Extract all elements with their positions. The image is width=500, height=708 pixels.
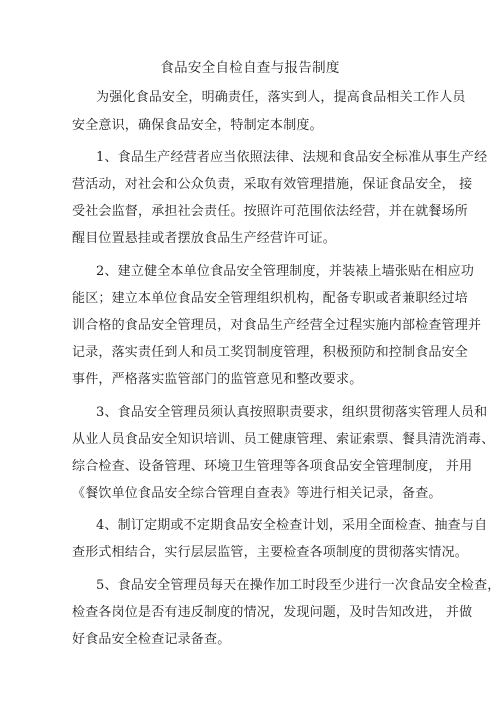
clause-1-line-1: 1、食品生产经营者应当依照法律、法规和食品安全标准从事生产经 xyxy=(96,150,488,165)
clause-2-line-5: 事件，严格落实监管部门的监管意见和整改要求。 xyxy=(72,372,363,387)
clause-3-line-4: 《餐饮单位食品安全综合管理自查表》等进行相关记录，备查。 xyxy=(72,486,442,501)
clause-2-line-4: 记录，落实责任到人和员工奖罚制度管理，积极预防和控制食品安全 xyxy=(72,345,469,360)
intro-line-1: 为强化食品安全，明确责任，落实到人，提高食品相关工作人员 xyxy=(96,90,466,105)
clause-3-line-3: 综合检查、设备管理、环境卫生管理等各项食品安全管理制度， 并用 xyxy=(72,459,473,474)
clause-5-line-1: 5、食品安全管理员每天在操作加工时段至少进行一次食品安全检查， xyxy=(96,578,500,593)
clause-3-line-2: 从业人员食品安全知识培训、员工健康管理、索证索票、餐具清洗消毒、 xyxy=(72,432,495,447)
document-title: 食品安全自检自查与报告制度 xyxy=(160,60,340,76)
clause-1-line-2: 营活动，对社会和公众负责，采取有效管理措施，保证食品安全， 接 xyxy=(72,177,473,192)
clause-2-line-2: 能区；建立本单位食品安全管理组织机构，配备专职或者兼职经过培 xyxy=(72,291,469,306)
clause-4-line-2: 查形式相结合，实行层层监管，主要检查各项制度的贯彻落实情况。 xyxy=(72,545,469,560)
clause-2-line-1: 2、建立健全本单位食品安全管理制度，并装裱上墙张贴在相应功 xyxy=(96,264,475,279)
clause-5-line-2: 检查各岗位是否有违反制度的情况，发现问题，及时告知改进， 并做 xyxy=(72,605,473,620)
clause-1-line-4: 醒目位置悬挂或者摆放食品生产经营许可证。 xyxy=(72,231,337,246)
clause-3-line-1: 3、食品安全管理员须认真按照职责要求，组织贯彻落实管理人员和 xyxy=(96,405,488,420)
clause-5-line-3: 好食品安全检查记录备查。 xyxy=(72,632,231,647)
clause-4-line-1: 4、制订定期或不定期食品安全检查计划，采用全面检查、抽查与自 xyxy=(96,518,488,533)
clause-2-line-3: 训合格的食品安全管理员，对食品生产经营全过程实施内部检查管理并 xyxy=(72,318,482,333)
clause-1-line-3: 受社会监督，承担社会责任。按照许可范围依法经营，并在就餐场所 xyxy=(72,204,469,219)
intro-line-2: 安全意识，确保食品安全，特制定本制度。 xyxy=(72,118,323,133)
